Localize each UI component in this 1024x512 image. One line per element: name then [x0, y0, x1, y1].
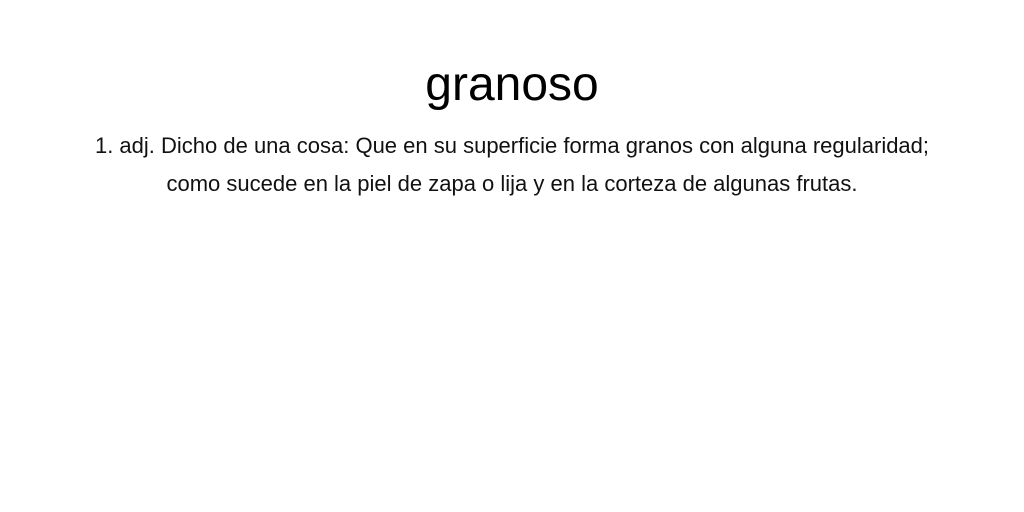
entry-definition: 1. adj. Dicho de una cosa: Que en su superficie forma granos con alguna regularidad; como sucede en la piel de zapa o lija y en la corteza de algunas frutas. [94, 133, 930, 196]
entry-term: granoso [425, 58, 599, 111]
